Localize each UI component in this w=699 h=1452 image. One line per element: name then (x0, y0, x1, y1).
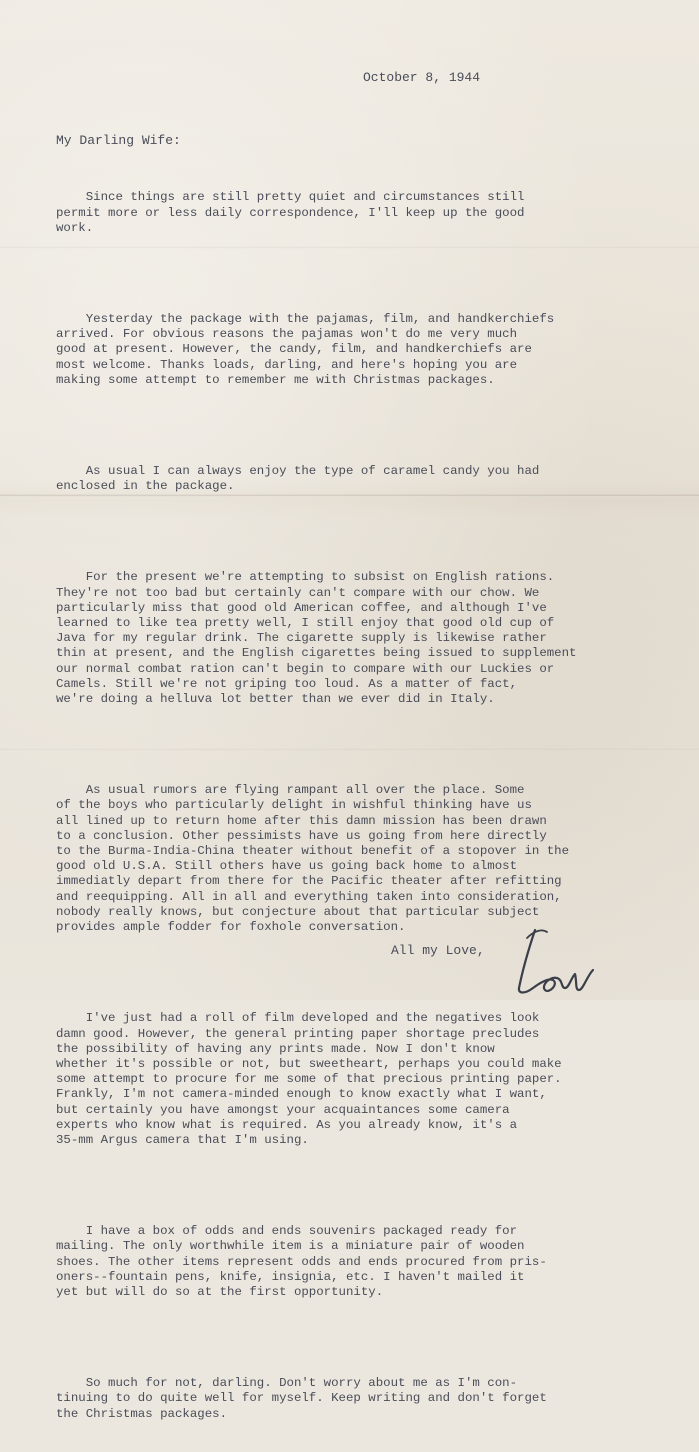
letter-salutation: My Darling Wife: (56, 133, 181, 148)
letter-paragraph: So much for not, darling. Don't worry about me as I'm con- tinuing to do quite well for myself. Keep writing and don't forget the Christmas packages. (56, 1376, 547, 1421)
letter-closing: All my Love, (391, 943, 485, 958)
letter-paragraph: I have a box of odds and ends souvenirs packaged ready for mailing. The only worthwhile item is a miniature pair of wooden shoes. The other items represent odds and ends procured from pris- oners--fountain pens, knife, insignia, etc. I haven't mailed it yet but will do so at the first opportunity. (56, 1224, 547, 1299)
letter-paragraph: Since things are still pretty quiet and circumstances still permit more or less daily correspondence, I'll keep up the good work. (56, 190, 525, 235)
letter-date: October 8, 1944 (363, 70, 481, 85)
letter-paragraph: As usual I can always enjoy the type of caramel candy you had enclosed in the package. (56, 464, 540, 494)
letter-paragraph: For the present we're attempting to subsist on English rations. They're not too bad but certainly can't compare with our chow. We particularly miss that good old American coffee, and although I've learned to like tea pretty well, I still enjoy that good old cup of Java for my regular drink. The cigarette supply is likewise rather thin at present, and the English cigarettes being issued to supplement our normal combat ration can't begin to compare with our Luckies or Camels. Still we're not griping too loud. As a matter of fact, we're doing a helluva lot better than we ever did in Italy. (56, 570, 577, 707)
letter-body (56, 160, 577, 1452)
letter-paragraph: Yesterday the package with the pajamas, film, and handkerchiefs arrived. For obvious reasons the pajamas won't do me very much good at present. However, the candy, film, and handkerchiefs are most welcome. Thanks loads, darling, and here's hoping you are making some attempt to remember me with Christmas packages. (56, 312, 555, 387)
letter-paragraph: As usual rumors are flying rampant all over the place. Some of the boys who particularly delight in wishful thinking have us all lined up to return home after this damn mission has been drawn to a conclusion. Other pessimists have us going from here directly to the Burma-India-China theater without benefit of a stopover in the good old U.S.A. Still others have us going back home to almost immediatly depart from there for the Pacific theater after refitting and reequipping. All in all and everything taken into consideration, nobody really knows, but conjecture about that particular subject provides ample fodder for foxhole conversation. (56, 783, 570, 935)
handwritten-signature (505, 918, 605, 1000)
letter-paragraph: I've just had a roll of film developed and the negatives look damn good. However, the general printing paper shortage precludes the possibility of having any prints made. Now I don't know whether it's possible or not, but sweetheart, perhaps you could make some attempt to procure for me some of that precious printing paper. Frankly, I'm not camera-minded enough to know exactly what I want, but certainly you have amongst your acquaintances some camera experts who know what is required. As you already know, it's a 35-mm Argus camera that I'm using. (56, 1011, 562, 1147)
